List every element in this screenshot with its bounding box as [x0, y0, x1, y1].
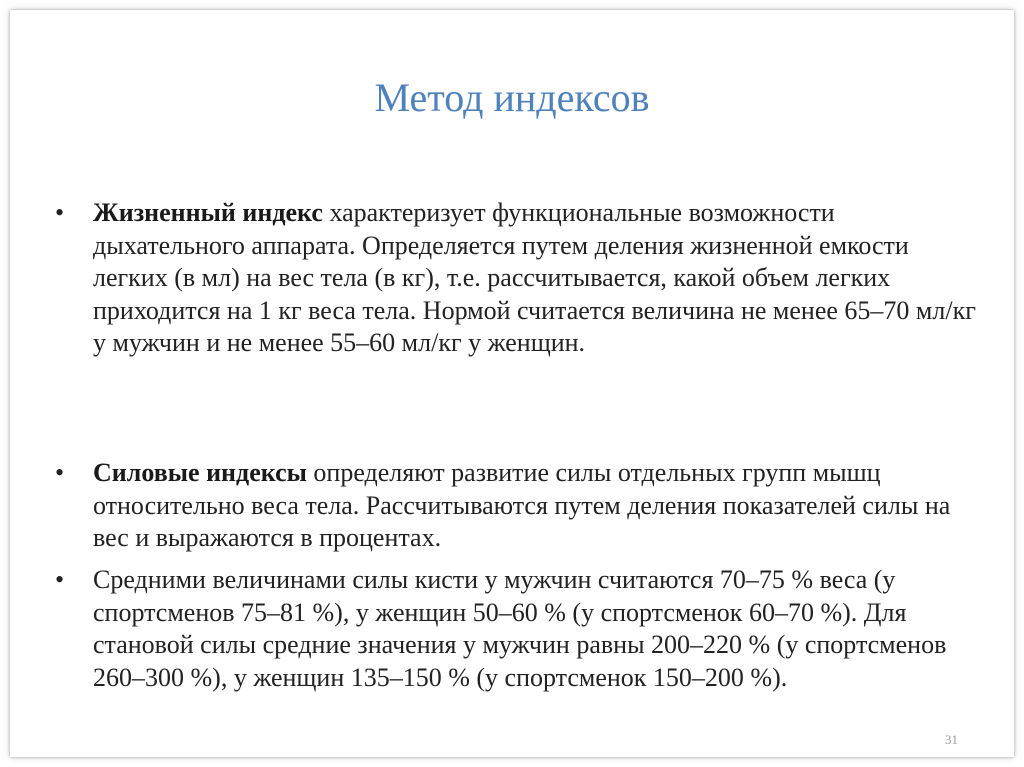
bullet-item: [55, 457, 985, 555]
bullet-text: [93, 564, 985, 694]
bullet-term: Жизненный индекс: [93, 198, 323, 227]
bullet-text: [93, 457, 985, 555]
bullet-term: Силовые индексы: [93, 458, 307, 487]
slide-title: Метод индексов: [374, 75, 650, 120]
slide: [10, 10, 1014, 757]
bullet-icon: •: [55, 458, 65, 487]
bullet-body: определяют развитие силы отдельных групп мышц относительно веса тела. Рассчитываются путем деления показателей силы на вес и выражаются в процентах.: [93, 458, 951, 552]
bullet-icon: •: [55, 565, 65, 594]
bullet-text: [93, 197, 985, 360]
bullet-body: Средними величинами силы кисти у мужчин считаются 70–75 % веса (у спортсменов 75–81 %), у женщин 50–60 % (у спортсменок 60–70 %). Для становой силы средние значения у мужчин равны 200–220 % (у спортсменов 260–300 %), у женщин 135–150 % (у спортсменок 150–200 %).: [93, 565, 947, 692]
bullet-icon: •: [55, 198, 65, 227]
bullet-item: [55, 197, 985, 360]
bullet-item: [55, 564, 985, 694]
bullet-body: характеризует функциональные возможности дыхательного аппарата. Определяется путем деления жизненной емкости легких (в мл) на вес тела (в кг), т.е. рассчитывается, какой объем легких приходится на 1 кг веса тела. Нормой считается величина не менее 65–70 мл/кг у мужчин и не менее 55–60 мл/кг у женщин.: [93, 198, 976, 357]
page-number: 31: [945, 732, 958, 747]
